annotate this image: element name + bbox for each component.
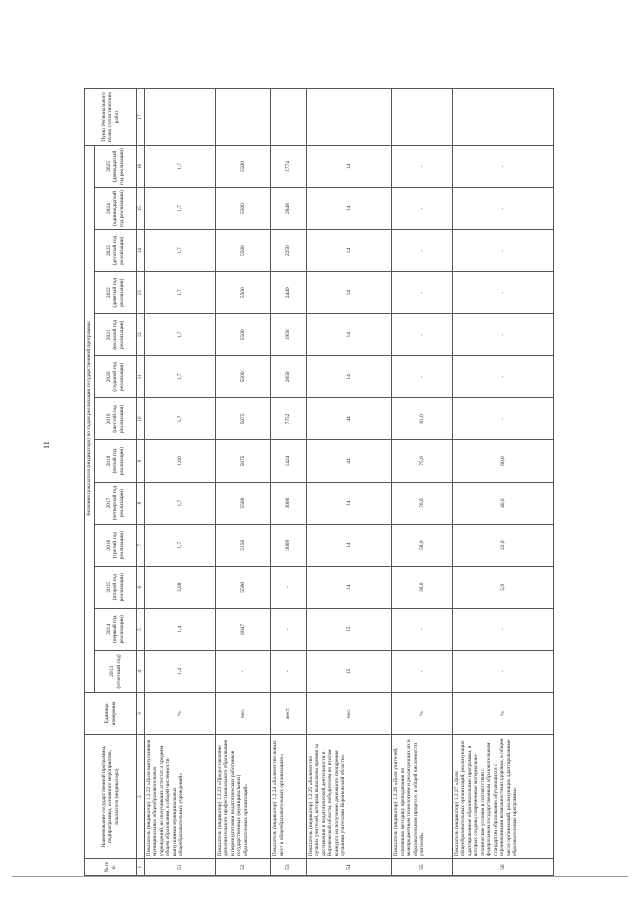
value-cell: 1,60 bbox=[145, 440, 216, 482]
value-cell: - bbox=[452, 230, 553, 272]
value-cell: 1,7 bbox=[145, 230, 216, 272]
column-index: 15 bbox=[137, 188, 145, 230]
value-cell: 1,4 bbox=[145, 650, 216, 692]
column-index: 9 bbox=[137, 440, 145, 482]
header-year bbox=[95, 650, 137, 692]
paragraph-cell bbox=[271, 89, 306, 146]
header-year-note: (седьмой год реализации) bbox=[112, 362, 125, 392]
header-year-label: 2024 bbox=[105, 203, 112, 214]
table-row bbox=[452, 89, 553, 876]
header-year-label: 2022 bbox=[105, 287, 112, 299]
header-year-label: 2020 bbox=[105, 371, 112, 383]
indicator-name: Показатель (индикатор) 1.2.22 «Доля выпускников муниципальных общеобразовательных учреждений, не получивших аттестат о среднем общем образовании, в общей численности выпускников муниципальных общеобразовательных учреждений» bbox=[145, 735, 216, 859]
header-year-note: (пятый год реализации) bbox=[112, 446, 125, 476]
value-cell: - bbox=[392, 272, 453, 314]
value-cell: 1,7 bbox=[145, 482, 216, 524]
value-cell: 5500 bbox=[215, 566, 271, 608]
column-index: 5 bbox=[137, 608, 145, 650]
header-year bbox=[95, 356, 137, 398]
row-number: 56 bbox=[452, 859, 553, 876]
value-cell: - bbox=[452, 272, 553, 314]
value-cell: 1774 bbox=[271, 145, 306, 187]
value-cell: 3006 bbox=[271, 482, 306, 524]
column-index: 3 bbox=[137, 692, 145, 734]
value-cell: - bbox=[392, 314, 453, 356]
footer-rule bbox=[12, 876, 628, 877]
value-cell: 2449 bbox=[271, 272, 306, 314]
value-cell: 3009 bbox=[271, 524, 306, 566]
value-cell: 14 bbox=[306, 188, 392, 230]
header-year-label: 2017 bbox=[105, 497, 112, 509]
value-cell: - bbox=[271, 608, 306, 650]
header-year-note: (первый год реализации) bbox=[112, 615, 125, 644]
header-year-label: 2013 bbox=[109, 666, 116, 677]
row-number: 53 bbox=[271, 859, 306, 876]
value-cell: 14 bbox=[306, 145, 392, 187]
value-cell: - bbox=[452, 356, 553, 398]
header-year-label: 2016 bbox=[105, 539, 112, 551]
value-cell: - bbox=[452, 398, 553, 440]
value-cell: 60,0 bbox=[452, 440, 553, 482]
paragraph-cell bbox=[392, 89, 453, 146]
header-group: Значения показателя (индикатора) по годам реализации государственной программы bbox=[85, 145, 95, 692]
header-year-note: (шестой год реализации) bbox=[112, 404, 125, 434]
value-cell: - bbox=[215, 650, 271, 692]
value-cell: - bbox=[392, 608, 453, 650]
value-cell: 5500 bbox=[215, 230, 271, 272]
header-year-note: (отчетный год) bbox=[115, 654, 122, 689]
header-year bbox=[95, 145, 137, 187]
value-cell: 5075 bbox=[215, 440, 271, 482]
column-index: 2 bbox=[137, 735, 145, 859]
paragraph-cell bbox=[145, 89, 216, 146]
header-num: № п/п. bbox=[85, 859, 137, 876]
unit-cell: чел. bbox=[215, 692, 271, 734]
value-cell: - bbox=[452, 608, 553, 650]
value-cell: 1,7 bbox=[145, 314, 216, 356]
header-year-note: (одиннадцатый год реализации) bbox=[112, 190, 125, 227]
header-year-note: (девятый год реализации) bbox=[112, 277, 125, 308]
value-cell: 58,0 bbox=[392, 524, 453, 566]
value-cell: 44 bbox=[306, 440, 392, 482]
header-year-note: (десятый год реализации) bbox=[112, 235, 125, 266]
header-year-label: 2014 bbox=[105, 623, 112, 635]
column-index: 12 bbox=[137, 314, 145, 356]
value-cell: 5500 bbox=[215, 314, 271, 356]
value-cell: 5156 bbox=[215, 524, 271, 566]
column-index: 8 bbox=[137, 482, 145, 524]
column-index: 17 bbox=[137, 89, 145, 146]
column-index: 16 bbox=[137, 145, 145, 187]
page-number: 11 bbox=[42, 441, 51, 449]
value-cell: 1,7 bbox=[145, 356, 216, 398]
value-cell: - bbox=[271, 566, 306, 608]
header-year-label: 2015 bbox=[105, 581, 112, 593]
value-cell: 75,0 bbox=[392, 440, 453, 482]
header-year-label: 2023 bbox=[105, 245, 112, 257]
header-year bbox=[95, 272, 137, 314]
value-cell: 5075 bbox=[215, 398, 271, 440]
paragraph-cell bbox=[452, 89, 553, 146]
value-cell: - bbox=[392, 230, 453, 272]
header-year-label: 2018 bbox=[105, 455, 112, 467]
header-year bbox=[95, 608, 137, 650]
unit-cell: % bbox=[452, 692, 553, 734]
indicator-name: Показатель (индикатор) 1.2.25 «Количество лучших учителей, которым выплачена премия за достижения в педагогической деятельности в Воронежской области, победителям по итогам конкурса на получение денежного поощрения лучшими учителями Воронежской области» bbox=[306, 735, 392, 859]
column-index: 14 bbox=[137, 230, 145, 272]
header-year-label: 2019 bbox=[105, 413, 112, 425]
header-year bbox=[95, 314, 137, 356]
unit-cell: мест bbox=[271, 692, 306, 734]
paragraph-cell bbox=[215, 89, 271, 146]
value-cell: 5500 bbox=[215, 145, 271, 187]
value-cell: 7752 bbox=[271, 398, 306, 440]
value-cell: 1950 bbox=[271, 314, 306, 356]
value-cell: 2848 bbox=[271, 188, 306, 230]
header-year-label: 2025 bbox=[105, 161, 112, 172]
value-cell: 44 bbox=[306, 398, 392, 440]
value-cell: - bbox=[452, 314, 553, 356]
header-unit: Единица измерения bbox=[85, 692, 137, 734]
value-cell: 5500 bbox=[215, 356, 271, 398]
row-number: 54 bbox=[306, 859, 392, 876]
value-cell: 3,08 bbox=[145, 566, 216, 608]
unit-cell: % bbox=[392, 692, 453, 734]
value-cell: 14 bbox=[306, 314, 392, 356]
paragraph-cell bbox=[306, 89, 392, 146]
table-row bbox=[392, 89, 453, 876]
value-cell: 30,0 bbox=[392, 566, 453, 608]
indicator-name: Показатель (индикатор) 1.2.24 «Количество новых мест в общеобразовательных организациях» bbox=[271, 735, 306, 859]
unit-cell: чел. bbox=[306, 692, 392, 734]
row-number: 51 bbox=[145, 859, 216, 876]
column-index: 7 bbox=[137, 524, 145, 566]
header-year-note: (третий год реализации) bbox=[112, 531, 125, 560]
header-year-note: (четвертый год реализации) bbox=[112, 485, 125, 521]
value-cell: 14 bbox=[306, 566, 392, 608]
column-index: 11 bbox=[137, 356, 145, 398]
indicator-name: Показатель (индикатор) 1.2.27 «Доля общеобразовательных организаций, реализующих адаптированные образовательные программы, в которых созданы современные материально-технические условия в соответствии с федеральным государственным образовательным стандартом образования обучающихся с ограниченными возможностями здоровья, в общем числе организаций, реализующих адаптированные образовательные программы» bbox=[452, 735, 553, 859]
table-row bbox=[271, 89, 306, 876]
table-row bbox=[215, 89, 271, 876]
value-cell: - bbox=[392, 145, 453, 187]
value-cell: 1,7 bbox=[145, 524, 216, 566]
column-index: 1 bbox=[137, 859, 145, 876]
header-year-note: (двенадцатый год реализации) bbox=[112, 148, 125, 185]
row-number: 52 bbox=[215, 859, 271, 876]
value-cell: 5500 bbox=[215, 272, 271, 314]
value-cell: 2250 bbox=[271, 230, 306, 272]
indicator-table bbox=[84, 88, 554, 876]
column-index: 4 bbox=[137, 650, 145, 692]
value-cell: 1,4 bbox=[145, 608, 216, 650]
header-year bbox=[95, 566, 137, 608]
value-cell: - bbox=[392, 356, 453, 398]
value-cell: 5500 bbox=[215, 188, 271, 230]
value-cell: 1,7 bbox=[145, 188, 216, 230]
value-cell: 14 bbox=[306, 356, 392, 398]
value-cell: 22,0 bbox=[452, 524, 553, 566]
table-row bbox=[145, 89, 216, 876]
value-cell: - bbox=[271, 650, 306, 692]
indicator-name: Показатель (индикатор) 1.2.26 «Доля учителей, освоивших методику преподавания по межпредметным технологиям и реализующих их в образовательном процессе, в общей численности учителей» bbox=[392, 735, 453, 859]
value-cell: 1424 bbox=[271, 440, 306, 482]
value-cell: 1,7 bbox=[145, 398, 216, 440]
value-cell: 14 bbox=[306, 272, 392, 314]
header-year bbox=[95, 524, 137, 566]
value-cell: 15 bbox=[306, 608, 392, 650]
value-cell: 1,7 bbox=[145, 272, 216, 314]
value-cell: 40,0 bbox=[452, 482, 553, 524]
header-year-note: (восьмой год реализации) bbox=[112, 319, 125, 350]
value-cell: - bbox=[392, 650, 453, 692]
row-number: 55 bbox=[392, 859, 453, 876]
header-year bbox=[95, 230, 137, 272]
table-row bbox=[306, 89, 392, 876]
indicator-name: Показатель (индикатор) 1.2.23 «Предоставление дополнительного профессионального образования и переподготовки педагогических работников государственных (муниципальных) образовательных организаций» bbox=[215, 735, 271, 859]
value-cell: - bbox=[392, 188, 453, 230]
value-cell: 5,0 bbox=[452, 566, 553, 608]
value-cell: 14 bbox=[306, 524, 392, 566]
value-cell: 14 bbox=[306, 230, 392, 272]
value-cell: 2850 bbox=[271, 356, 306, 398]
value-cell: - bbox=[452, 188, 553, 230]
unit-cell: % bbox=[145, 692, 216, 734]
header-year bbox=[95, 188, 137, 230]
header-year-label: 2021 bbox=[105, 329, 112, 341]
header-year-note: (второй год реализации) bbox=[112, 573, 125, 602]
value-cell: - bbox=[452, 145, 553, 187]
header-year bbox=[95, 482, 137, 524]
column-index: 6 bbox=[137, 566, 145, 608]
value-cell: 70,0 bbox=[392, 482, 453, 524]
header-year bbox=[95, 398, 137, 440]
value-cell: 81,0 bbox=[392, 398, 453, 440]
header-paragraph: Пункт Регионального плана статистических работ bbox=[85, 89, 137, 146]
column-index: 13 bbox=[137, 272, 145, 314]
value-cell: 15 bbox=[306, 650, 392, 692]
indicator-table-sheet bbox=[84, 88, 554, 876]
value-cell: 14 bbox=[306, 482, 392, 524]
header-name: Наименование государственной программы, подпрограммы, основного мероприятия, показателя (индикатора) bbox=[85, 735, 137, 859]
value-cell: 6047 bbox=[215, 608, 271, 650]
column-index: 10 bbox=[137, 398, 145, 440]
value-cell: 5500 bbox=[215, 482, 271, 524]
header-year bbox=[95, 440, 137, 482]
value-cell: - bbox=[452, 650, 553, 692]
value-cell: 1,7 bbox=[145, 145, 216, 187]
